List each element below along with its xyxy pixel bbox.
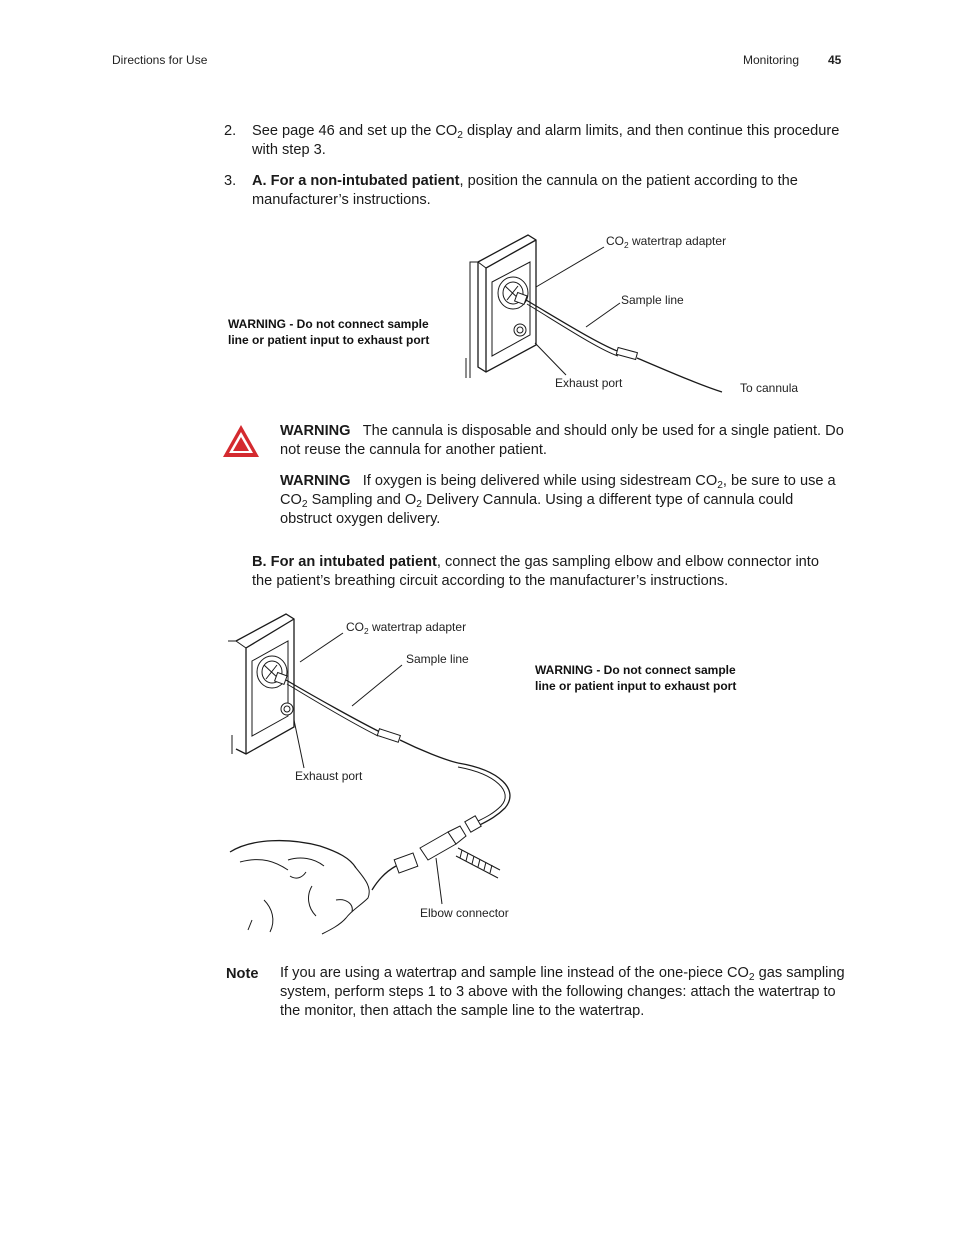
figure1-exhaust-port-label: Exhaust port	[555, 376, 623, 390]
figure2-sample-line-label: Sample line	[406, 652, 469, 666]
page-number: 45	[828, 53, 842, 67]
figure2-watertrap-label: $CO_2$ watertrap adapter	[346, 620, 467, 636]
stepB-text: B. For an intubated patient, connect the gas sampling elbow and elbow connector into the patient’s breathing circuit according to the manufacturer’s instructions.	[252, 554, 819, 589]
figure1-sample-line-label: Sample line	[621, 293, 684, 307]
warning-2: WARNING If oxygen is being delivered while using sidestream $CO_2$, be sure to use a $CO_2$ Sampling and $O_2$ Delivery Cannula. Using a different type of cannula could obstruct oxygen delivery.	[280, 473, 836, 527]
warning-1: WARNING The cannula is disposable and should only be used for a single patient. Do not reuse the cannula for another patient.	[280, 423, 844, 458]
running-header-title: Directions for Use	[112, 53, 208, 67]
step3-text: A. For a non-intubated patient, position the cannula on the patient according to the manufacturer’s instructions.	[252, 173, 798, 208]
figure2-elbow-connector-label: Elbow connector	[420, 906, 509, 920]
note-text: If you are using a watertrap and sample line instead of the one-piece $CO_2$ gas sampling system, perform steps 1 to 3 above with the following changes: attach the watertrap to the monitor, then attach the sample line to the watertrap.	[280, 965, 845, 1019]
figure2-warning-label: WARNING - Do not connect sample line or patient input to exhaust port	[535, 663, 737, 693]
figure1-watertrap-label: $CO_2$ watertrap adapter	[606, 234, 727, 250]
step2-text: See page 46 and set up the $CO_2$ display and alarm limits, and then continue this procedure with step 3.	[252, 123, 840, 158]
step2-number: 2.	[224, 123, 237, 139]
figure1-to-cannula-label: To cannula	[740, 381, 799, 395]
step3-number: 3.	[224, 173, 237, 189]
figure1-warning-label: WARNING - Do not connect sample line or patient input to exhaust port	[228, 317, 430, 347]
note-label: Note	[226, 966, 259, 982]
figure2-exhaust-port-label: Exhaust port	[295, 769, 363, 783]
running-header-section: Monitoring	[743, 53, 800, 67]
